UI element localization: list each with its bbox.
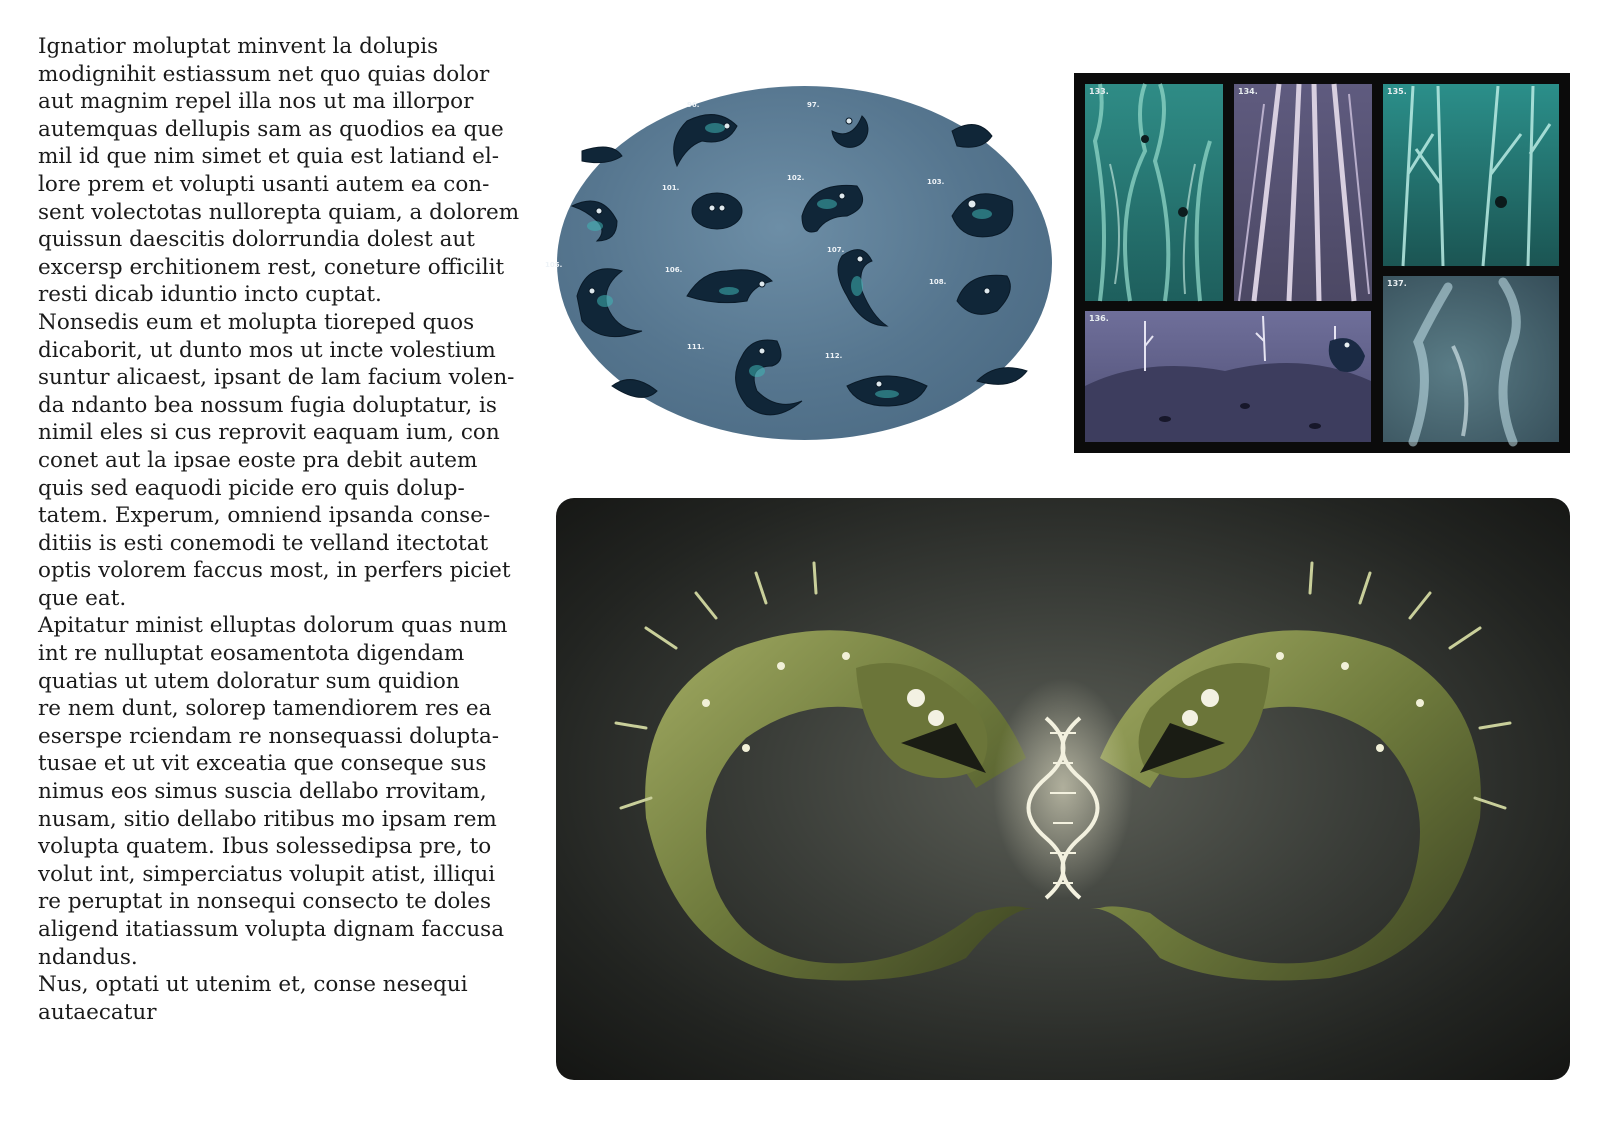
sketch-number: 107. — [827, 246, 845, 254]
trunk-forest-art — [1234, 84, 1372, 301]
paragraph-2: Nonsedis eum et molupta tioreped quos dicaborit, ut dunto mos ut incte volestium suntur alicaest, ipsant de lam facium volen- da ndanto bea nossum fugia doluptatur, is nimil eles si cus reprovit eaquam ium, con conet aut la ipsae eoste pra debit autem quis sed eaquodi picide ero quis dolup- tatem. Experum, omniend ipsanda conse- ditiis is esti conemodi te velland itectotat optis volorem faccus most, in perfers piciet que eat. — [38, 309, 515, 611]
serpents-art — [556, 498, 1570, 1080]
panel-137 — [1383, 276, 1559, 442]
panel-134 — [1234, 84, 1372, 301]
paragraph-1: Ignatior moluptat minvent la dolupis modignihit estiassum net quo quias dolor aut magnim repel illa nos ut ma illorpor autemquas dellupis sam as quodios ea que mil id que nim simet et quia est latiand el- lore prem et volupti usanti autem ea con- sent volectotas nullorepta quiam, a dolorem quissun daescitis dolorrundia dolest aut excersp erchitionem rest, coneture officilit resti dicab iduntio incto cuptat. — [38, 34, 520, 308]
kelp-forest-art — [1085, 84, 1223, 301]
sketch-number: 97. — [807, 101, 820, 109]
panel-136 — [1085, 311, 1371, 442]
panel-133 — [1085, 84, 1223, 301]
panel-number: 136. — [1089, 314, 1109, 323]
seafloor-art — [1085, 311, 1371, 442]
panel-number: 135. — [1387, 87, 1407, 96]
sketch-number: 105. — [545, 261, 563, 269]
body-text — [38, 33, 538, 1026]
environment-panel-sheet — [1074, 73, 1570, 453]
sketch-number: 103. — [927, 178, 945, 186]
panel-number: 134. — [1238, 87, 1258, 96]
branch-forest-art — [1383, 84, 1559, 266]
sketch-number: 112. — [825, 352, 843, 360]
sketch-number: 96. — [687, 101, 700, 109]
creature-sketch-sheet — [545, 86, 1052, 440]
creature-sketches — [557, 86, 1052, 440]
misty-kelp-art — [1383, 276, 1559, 442]
paragraph-4: Nus, optati ut utenim et, conse nesequi autaecatur — [38, 972, 468, 1025]
sketch-number: 106. — [665, 266, 683, 274]
sketch-number: 111. — [687, 343, 705, 351]
sketch-number: 101. — [662, 184, 680, 192]
paragraph-3: Apitatur minist elluptas dolorum quas num int re nulluptat eosamentota digendam quatias ut utem doloratur sum quidion re nem dunt, solorep tamendiorem res ea eserspe rciendam re nonsequassi dolupta- tusae et ut vit exceatia que conseque sus nimus eos simus suscia dellabo rrovitam, nusam, sitio dellabo ritibus mo ipsam rem volupta quatem. Ibus solessedipsa pre, to volut int, simperciatus volupit atist, illiqui re peruptat in nonsequi consecto te doles aligend itatiassum volupta dignam faccusa ndandus. — [38, 613, 508, 970]
dna-serpents-illustration — [556, 498, 1570, 1080]
panel-number: 137. — [1387, 279, 1407, 288]
panel-135 — [1383, 84, 1559, 266]
panel-number: 133. — [1089, 87, 1109, 96]
sketch-number: 108. — [929, 278, 947, 286]
sketch-number: 102. — [787, 174, 805, 182]
